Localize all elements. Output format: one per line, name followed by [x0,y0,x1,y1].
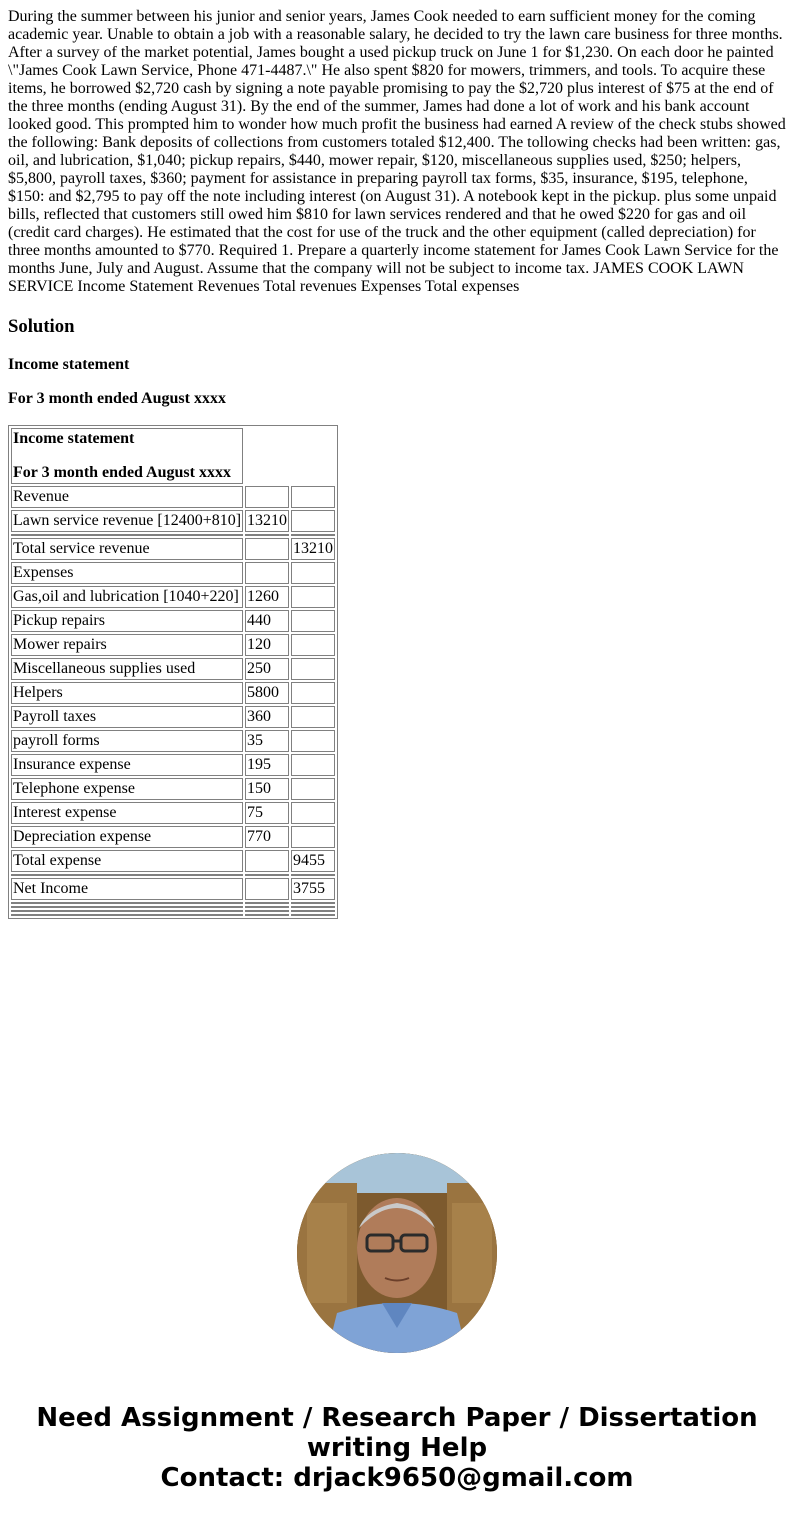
row-label: Interest expense [11,802,243,824]
table-row [11,486,335,508]
table-row [11,682,335,704]
row-total [291,778,335,800]
row-label: Mower repairs [11,634,243,656]
row-amount: 75 [245,802,289,824]
table-header-period: For 3 month ended August xxxx [13,464,231,481]
row-label: Miscellaneous supplies used [11,658,243,680]
question-text: During the summer between his junior and senior years, James Cook needed to earn sufficient money for the coming academic year. Unable to obtain a job with a reasonable salary, he decided to try the lawn care business for three months. After a survey of the market potential, James bought a used pickup truck on June 1 for $1,230. On each door he painted \"James Cook Lawn Service, Phone 471-4487.\" He also spent $820 for mowers, trimmers, and tools. To acquire these items, he borrowed $2,720 cash by signing a note payable promising to pay the $2,720 plus interest of $75 at the end of the three months (ending August 31). By the end of the summer, James had done a lot of work and his bank account looked good. This prompted him to wonder how much profit the business had earned A review of the check stubs showed the following: Bank deposits of collections from customers totaled $12,400. The tollowing checks had been written: gas, oil, and lubrication, $1,040; pickup repairs, $440, mower repair, $120, miscellaneous supplies used, $250; helpers, $5,800, payroll taxes, $360; payment for assistance in preparing payroll tax forms, $35, insurance, $195, telephone, $150: and $2,795 to pay off the note including interest (on August 31). A notebook kept in the pickup. plus some unpaid bills, reflected that customers still owed him $810 for lawn services rendered and that he owed $220 for gas and oil (credit card charges). He estimated that the cost for use of the truck and the other equipment (called depreciation) for three months amounted to $770. Required 1. Prepare a quarterly income statement for James Cook Lawn Service for the months June, July and August. Assume that the company will not be subject to income tax. JAMES COOK LAWN SERVICE Income Statement Revenues Total revenues Expenses Total expenses [8,8,786,295]
solution-heading: Solution [8,316,75,337]
row-amount: 150 [245,778,289,800]
row-total [291,730,335,752]
avatar [297,1153,497,1353]
table-row [11,562,335,584]
row-amount: 195 [245,754,289,776]
row-total [291,586,335,608]
row-label: Depreciation expense [11,826,243,848]
table-row [11,658,335,680]
row-amount: 35 [245,730,289,752]
row-label: Gas,oil and lubrication [1040+220] [11,586,243,608]
row-total [291,510,335,532]
row-amount: 120 [245,634,289,656]
table-row [11,634,335,656]
table-row [11,754,335,776]
table-header-title: Income statement [13,430,135,447]
table-row [11,826,335,848]
solution-subheading-period: For 3 month ended August xxxx [8,390,226,407]
table-row [11,610,335,632]
table-row [11,850,335,872]
row-total [291,826,335,848]
row-label: Insurance expense [11,754,243,776]
table-row [11,510,335,532]
row-amount [245,562,289,584]
row-total [291,706,335,728]
row-total: 13210 [291,538,335,560]
tutor-photo-icon [297,1153,497,1353]
table-header-row [11,428,335,484]
row-total [291,682,335,704]
row-total [291,634,335,656]
row-label: Helpers [11,682,243,704]
row-label: Payroll taxes [11,706,243,728]
table-row [11,802,335,824]
table-spacer-row [11,534,335,536]
row-total [291,562,335,584]
row-total [291,610,335,632]
ad-line-1: Need Assignment / Research Paper / Dissertation [36,1403,758,1433]
row-label: Lawn service revenue [12400+810] [11,510,243,532]
row-amount: 360 [245,706,289,728]
row-amount: 1260 [245,586,289,608]
tutor-advertisement [0,1153,794,1493]
table-row [11,538,335,560]
table-row [11,706,335,728]
row-amount [245,538,289,560]
income-statement-table [8,425,338,919]
row-amount [245,878,289,900]
row-label: Total service revenue [11,538,243,560]
table-spacer-row [11,902,335,904]
ad-line-2: writing Help [306,1433,488,1463]
table-header-cell [11,428,243,484]
row-amount: 13210 [245,510,289,532]
row-total [291,658,335,680]
row-total [291,754,335,776]
row-total [291,802,335,824]
row-label: payroll forms [11,730,243,752]
row-label: Total expense [11,850,243,872]
solution-subheading-title: Income statement [8,356,130,373]
table-header-empty [245,428,335,484]
row-amount: 440 [245,610,289,632]
row-label: Net Income [11,878,243,900]
row-amount: 770 [245,826,289,848]
table-spacer-row [11,906,335,908]
table-row [11,586,335,608]
table-spacer-row [11,910,335,912]
row-label: Telephone expense [11,778,243,800]
table-spacer-row [11,914,335,916]
table-row [11,730,335,752]
table-spacer-row [11,874,335,876]
advertisement-text [0,1403,794,1493]
table-row [11,878,335,900]
table-row [11,778,335,800]
row-amount: 5800 [245,682,289,704]
ad-contact: Contact: drjack9650@gmail.com [160,1463,634,1493]
row-label: Pickup repairs [11,610,243,632]
row-total [291,486,335,508]
row-amount [245,486,289,508]
row-amount: 250 [245,658,289,680]
row-label: Expenses [11,562,243,584]
row-total: 9455 [291,850,335,872]
row-amount [245,850,289,872]
row-label: Revenue [11,486,243,508]
row-total: 3755 [291,878,335,900]
